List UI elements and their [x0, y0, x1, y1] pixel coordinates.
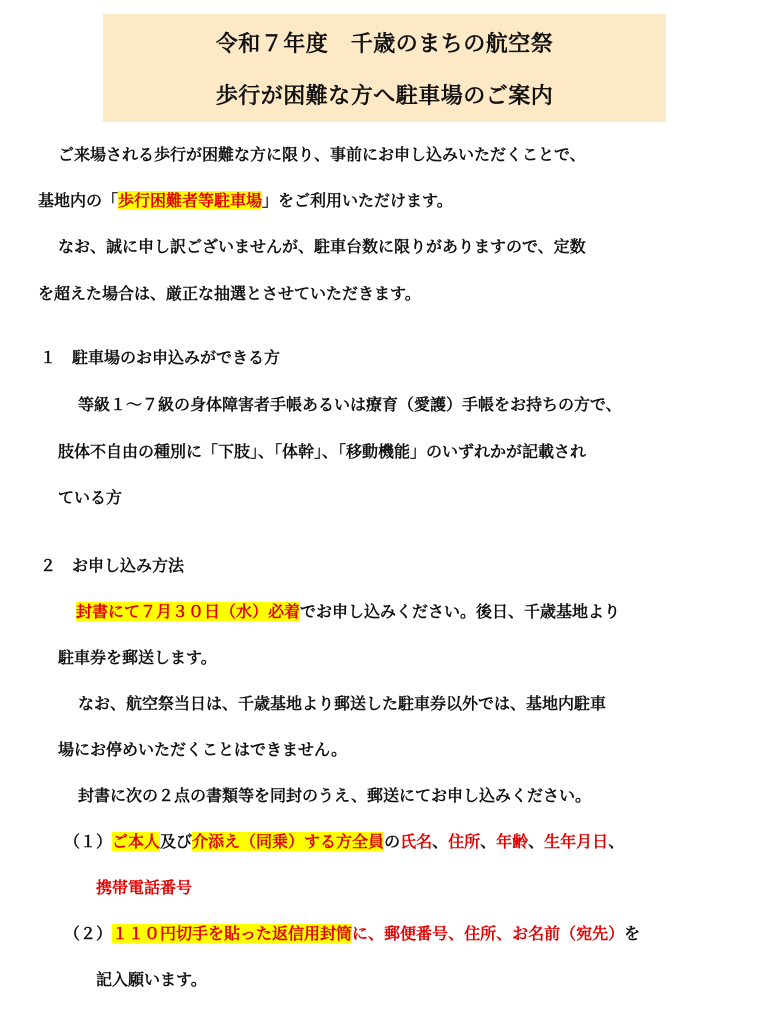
item1-comma-4: 、 — [608, 832, 625, 851]
section-2-p2: 駐車券を郵送します。 — [58, 648, 217, 667]
title-line-1: 令和７年度 千歳のまちの航空祭 — [215, 32, 554, 57]
intro-line-2-pre: 基地内の「 — [38, 191, 119, 210]
section-2-p4: 場にお停めいただくことはできません。 — [58, 740, 347, 759]
section-2-p3: なお、航空祭当日は、千歳基地より郵送した駐車券以外では、基地内駐車 — [78, 694, 607, 713]
item1-text-and: 及び — [160, 832, 193, 851]
title-line-2: 歩行が困難な方へ駐車場のご案内 — [215, 84, 554, 109]
field-mobile-phone: 携帯電話番号 — [96, 878, 193, 897]
highlight-companions: 介添え（同乗）する方全員 — [192, 832, 385, 851]
field-age: 年齢 — [496, 832, 529, 851]
section-2-p1-post: でお申し込みください。後日、千歳基地より — [300, 602, 621, 621]
section-2-heading: ２ お申し込み方法 — [40, 556, 185, 575]
field-name: 氏名 — [400, 832, 433, 851]
field-postal-code: 郵便番号 — [384, 924, 449, 943]
field-address: 住所 — [448, 832, 481, 851]
item2-comma-1: 、 — [448, 924, 465, 943]
intro-line-2 — [38, 189, 453, 213]
intro-line-3: なお、誠に申し訳ございませんが、駐車台数に限りがありますので、定数 — [58, 237, 586, 256]
field-recipient-name: お名前（宛先） — [512, 924, 625, 943]
item1-comma-2: 、 — [480, 832, 497, 851]
intro-line-1: ご来場される歩行が困難な方に限り、事前にお申し込みいただくことで、 — [58, 145, 586, 164]
highlight-return-envelope: １１０円切手を貼った返信用封筒 — [112, 924, 353, 943]
section-1-p2: 肢体不自由の種別に「下肢」、「体幹」、「移動機能」のいずれかが記載され — [58, 442, 587, 461]
section-2-p5: 封書に次の２点の書類等を同封のうえ、郵送にてお申し込みください。 — [78, 786, 591, 805]
list-item-1 — [64, 830, 624, 854]
field-birthdate: 生年月日 — [544, 832, 609, 851]
item2-comma-2: 、 — [496, 924, 513, 943]
section-1-p3: ている方 — [58, 488, 123, 507]
list-item-2-number: （２） — [64, 924, 113, 943]
field-address-2: 住所 — [464, 924, 497, 943]
highlight-applicant: ご本人 — [112, 832, 161, 851]
item2-text-wo: を — [624, 924, 641, 943]
item2-continuation: 記入願います。 — [96, 970, 207, 989]
highlight-deadline: 封書にて７月３０日（水）必着 — [76, 602, 301, 621]
section-1-p1: 等級１～７級の身体障害者手帳あるいは療育（愛護）手帳をお持ちの方で、 — [78, 395, 622, 414]
item1-comma-3: 、 — [528, 832, 545, 851]
intro-line-2-post: 」をご利用いただけます。 — [262, 191, 453, 210]
list-item-2 — [64, 922, 640, 946]
section-2-p1 — [76, 600, 620, 624]
item1-comma-1: 、 — [432, 832, 449, 851]
highlight-parking-name: 歩行困難者等駐車場 — [118, 191, 263, 210]
title-box — [103, 14, 666, 122]
item2-text-ni: に、 — [352, 924, 385, 943]
intro-line-4: を超えた場合は、厳正な抽選とさせていただきます。 — [38, 284, 421, 303]
section-1-heading: １ 駐車場のお申込みができる方 — [40, 348, 281, 367]
list-item-1-number: （１） — [64, 832, 113, 851]
item1-text-no: の — [384, 832, 401, 851]
